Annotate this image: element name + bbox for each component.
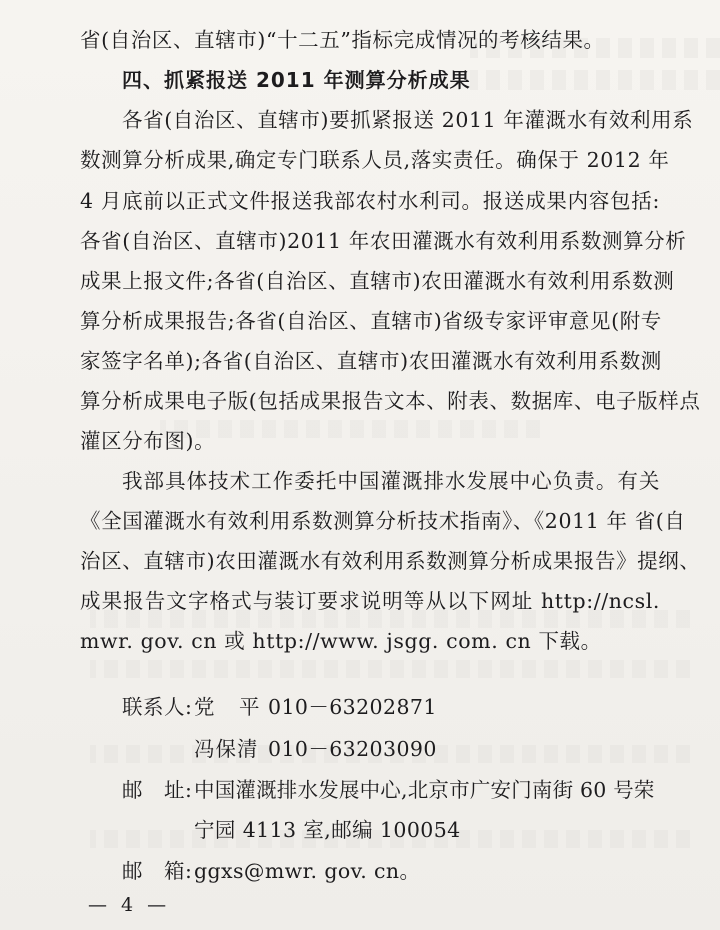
paragraph-line: 家签字名单);各省(自治区、直辖市)农田灌溉水有效利用系数测 [80, 349, 662, 373]
paragraph-line: 算分析成果报告;各省(自治区、直辖市)省级专家评审意见(附专 [80, 309, 662, 333]
paragraph-line: 算分析成果电子版(包括成果报告文本、附表、数据库、电子版样点 [80, 389, 701, 413]
section-heading: 四、抓紧报送 2011 年测算分析成果 [122, 68, 471, 92]
paragraph-line: 各省(自治区、直辖市)2011 年农田灌溉水有效利用系数测算分析 [80, 229, 687, 253]
address-label: 邮 址: [122, 778, 193, 802]
bleed-through-texture [470, 70, 720, 90]
text-line: 省(自治区、直辖市)“十二五”指标完成情况的考核结果。 [80, 28, 605, 52]
paragraph-line: 数测算分析成果,确定专门联系人员,落实责任。确保于 2012 年 [80, 148, 670, 172]
paragraph-line: 成果报告文字格式与装订要求说明等从以下网址 http://ncsl. [80, 589, 660, 613]
email-label: 邮 箱: [122, 859, 193, 883]
paragraph-line: 灌区分布图)。 [80, 429, 216, 453]
paragraph-line: 4 月底前以正式文件报送我部农村水利司。报送成果内容包括: [80, 189, 660, 213]
bleed-through-texture [90, 660, 690, 678]
page-number: — 4 — [88, 894, 171, 916]
contact-person-2-phone: 010－63203090 [268, 737, 437, 761]
paragraph-line: mwr. gov. cn 或 http://www. jsgg. com. cn 下载。 [80, 629, 602, 653]
paragraph-line: 治区、直辖市)农田灌溉水有效利用系数测算分析成果报告》提纲、 [80, 549, 701, 573]
paragraph-line: 我部具体技术工作委托中国灌溉排水发展中心负责。有关 [122, 469, 660, 493]
contact-label: 联系人: [122, 695, 193, 719]
contact-person-1-name: 党 平 [194, 695, 262, 719]
paragraph-line: 成果上报文件;各省(自治区、直辖市)农田灌溉水有效利用系数测 [80, 269, 675, 293]
contact-person-2-name: 冯保清 [194, 737, 259, 761]
email-address: ggxs@mwr. gov. cn。 [194, 859, 421, 883]
address-line-1: 中国灌溉排水发展中心,北京市广安门南街 60 号荣 [194, 778, 655, 802]
contact-person-1-phone: 010－63202871 [268, 695, 437, 719]
paragraph-line: 各省(自治区、直辖市)要抓紧报送 2011 年灌溉水有效利用系 [122, 108, 694, 132]
paragraph-line: 《全国灌溉水有效利用系数测算分析技术指南》、《2011 年 省(自 [80, 509, 686, 533]
address-line-2: 宁园 4113 室,邮编 100054 [194, 818, 461, 842]
